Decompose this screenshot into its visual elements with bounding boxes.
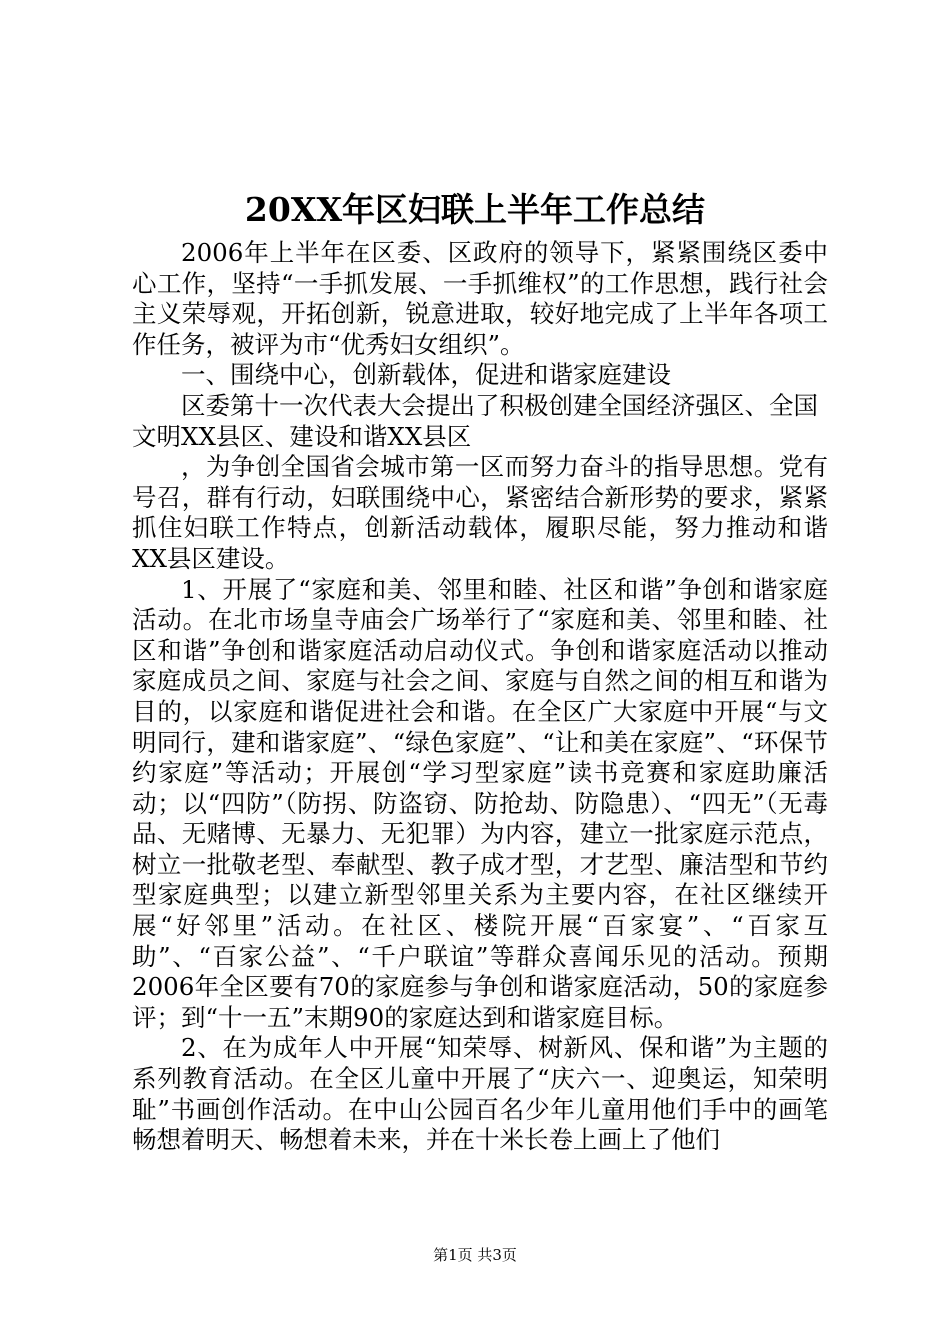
document-title: 20XX年区妇联上半年工作总结 [244,190,706,229]
document-body [132,238,828,1156]
paragraph-guiding-idea: ，为争创全国省会城市第一区而努力奋斗的指导思想。党有号召，群有行动，妇联围绕中心，紧密结合新形势的要求，紧紧抓住妇联工作特点，创新活动载体，履职尽能，努力推动和谐XX县区建设。 [132,452,828,573]
paragraph-item-2: 2、在为成年人中开展“知荣辱、树新风、保和谐”为主题的系列教育活动。在全区儿童中开展了“庆六一、迎奥运，知荣明耻”书画创作活动。在中山公园百名少年儿童用他们手中的画笔畅想着明天、畅想着未来，并在十米长卷上画上了他们 [132,1033,828,1155]
paragraph-item-1: 1、开展了“家庭和美、邻里和睦、社区和谐”争创和谐家庭活动。在北市场皇寺庙会广场举行了“家庭和美、邻里和睦、社区和谐”争创和谐家庭活动启动仪式。争创和谐家庭活动以推动家庭成员之间、家庭与社会之间、家庭与自然之间的相互和谐为目的，以家庭和谐促进社会和谐。在全区广大家庭中开展“与文明同行，建和谐家庭”、“绿色家庭”、“让和美在家庭”、“环保节约家庭”等活动；开展创“学习型家庭”读书竞赛和家庭助廉活动；以“四防”（防拐、防盗窃、防抢劫、防隐患）、“四无”（无毒品、无赌博、无暴力、无犯罪）为内容，建立一批家庭示范点，树立一批敬老型、奉献型、教子成才型，才艺型、廉洁型和节约型家庭典型；以建立新型邻里关系为主要内容，在社区继续开展“好邻里”活动。在社区、楼院开展“百家宴”、“百家互助”、“百家公益”、“千户联谊”等群众喜闻乐见的活动。预期2006年全区要有70的家庭参与争创和谐家庭活动，50的家庭参评；到“十一五”末期90的家庭达到和谐家庭目标。 [132,574,828,1032]
page-footer: 第1页 共3页 [433,1246,517,1264]
paragraph-congress: 区委第十一次代表大会提出了积极创建全国经济强区、全国文明XX县区、建设和谐XX县区 [132,390,818,451]
section-heading-1: 一、围绕中心，创新载体，促进和谐家庭建设 [181,360,671,390]
paragraph-intro: 2006年上半年在区委、区政府的领导下，紧紧围绕区委中心工作，坚持“一手抓发展、一手抓维权”的工作思想，践行社会主义荣辱观，开拓创新，锐意进取，较好地完成了上半年各项工作任务，被评为市“优秀妇女组织”。 [132,238,828,359]
